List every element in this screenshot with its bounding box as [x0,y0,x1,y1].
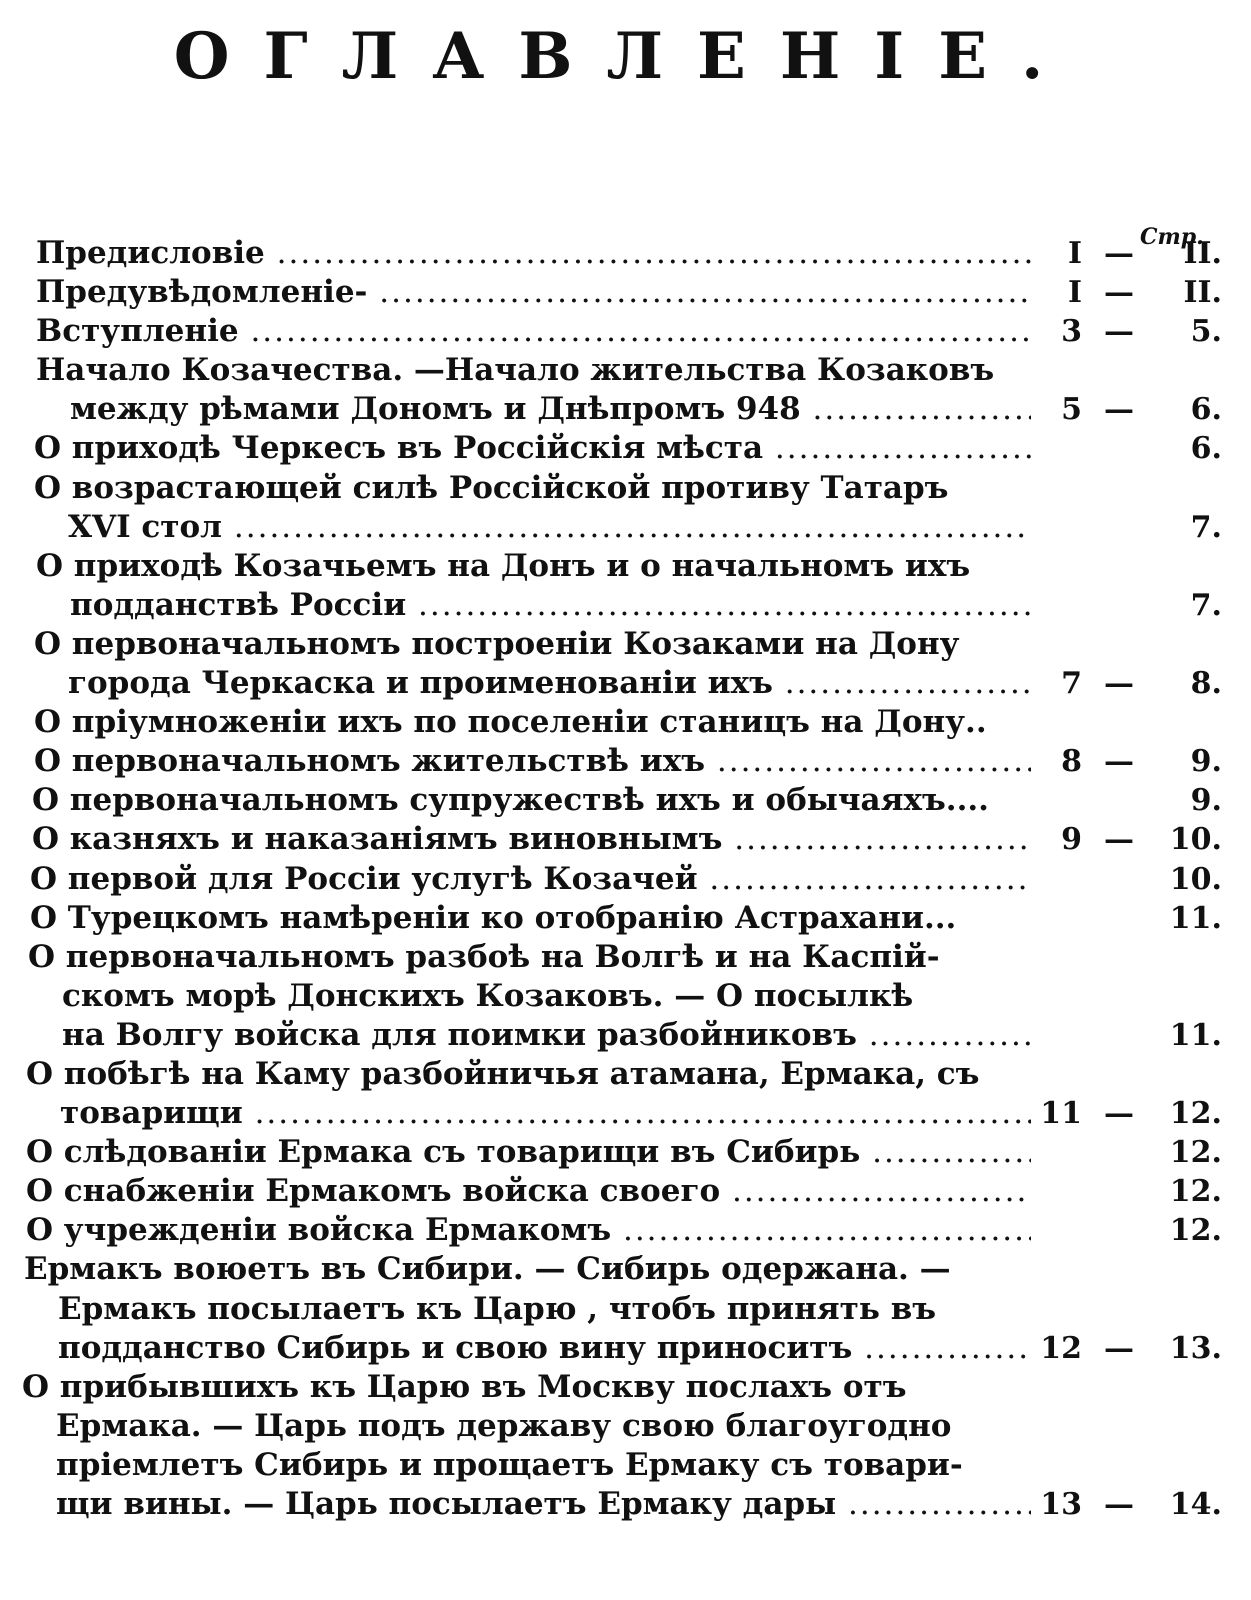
toc-entry-line [0,390,1251,429]
toc-entry [0,899,1251,938]
toc-entry-text: на Волгу войска для поимки разбойниковъ ..... [62,1016,1031,1055]
toc-entry [0,1368,1251,1524]
toc-entry-line [0,860,1251,899]
toc-entry [0,1211,1251,1250]
toc-entry [0,703,1251,742]
toc-page-range [1030,1172,1230,1211]
toc-entry-text: О первоначальномъ жительствѣ ихъ ..... [34,742,1031,781]
toc-entry-text: О казняхъ и наказаніямъ виновнымъ ..... [32,820,1031,859]
page-to: 12. [1169,1174,1222,1210]
toc-entry-line [0,703,1251,742]
toc-entry-text: подданство Сибирь и свою вину приноситъ ..... [58,1329,1031,1368]
toc-entry-line [0,1250,1251,1289]
toc-entry [0,1250,1251,1367]
toc-entry-text: О первоначальномъ построеніи Козаками на Дону [34,625,960,662]
toc-entry [0,820,1251,859]
page-to: 12. [1169,1135,1222,1171]
page-dash: — [1104,1330,1134,1366]
toc-page-range [1030,860,1230,899]
page-to: 10. [1169,861,1222,897]
toc-entry-line [0,1055,1251,1094]
toc-entry [0,742,1251,781]
page-to: 14. [1169,1487,1222,1522]
toc-entry-text: О снабженіи Ермакомъ войска своего ..... [26,1172,1031,1211]
page-to: 7. [1190,509,1222,545]
toc-entry [0,273,1251,312]
toc-entry-text: О первоначальномъ супружествѣ ихъ и обычаяхъ.... [32,782,989,819]
toc-entry-line [0,429,1251,468]
toc-entry-text: Ермакъ посылаетъ къ Царю , чтобъ принять въ [58,1290,937,1327]
page-from: 12 [1040,1330,1082,1366]
toc-entry-text: Предисловіе ..... [36,234,1031,273]
toc-page-range [1030,1329,1230,1368]
toc-entry-text: О прибывшихъ къ Царю въ Москву послахъ отъ [22,1368,907,1405]
toc-entry-line [0,781,1251,820]
toc-entry-text: О побѣгѣ на Каму разбойничья атамана, Ермака, съ [26,1055,980,1092]
toc-entry-text: О первой для Россіи услугѣ Козачей ..... [30,860,1031,899]
toc-entry-text: щи вины. — Царь посылаетъ Ермаку дары ..... [56,1485,1031,1524]
toc-entry-text: О первоначальномъ разбоѣ на Волгѣ и на Каспій- [28,938,940,975]
toc-entry [0,312,1251,351]
page-dash: — [1104,666,1134,702]
toc-entry-line [0,977,1251,1016]
toc-page-range [1030,1211,1230,1250]
toc-entry-line [0,1016,1251,1055]
toc-entry-line [0,469,1251,508]
toc-page-range [1030,429,1230,468]
toc-page-range [1030,1485,1230,1524]
toc-page-range [1030,1016,1230,1055]
page-to: 11. [1169,1017,1222,1053]
toc-entry-line [0,1329,1251,1368]
toc-entry-text: О пріумноженіи ихъ по поселеніи станицъ на Дону.. [34,704,987,741]
page-to: II. [1183,236,1222,271]
toc-entry-line [0,1446,1251,1485]
page-to: 11. [1169,900,1222,936]
toc-entry [0,1055,1251,1133]
toc-entry-text: Вступленіе ..... [36,312,1031,351]
toc-entry-text: товарищи ..... [60,1094,1031,1133]
toc-page-range [1030,508,1230,547]
toc-entry [0,469,1251,547]
toc-entry-text: Предувѣдомленіе- ..... [36,273,1031,312]
toc-entry [0,351,1251,429]
toc-entry-line [0,1290,1251,1329]
page-from: I [1067,236,1082,271]
toc-entry-line [0,234,1251,273]
toc-entry-text: О Турецкомъ намѣреніи ко отобранію Астрахани... [30,899,957,936]
page-title: ОГЛАВЛЕНIЕ. [173,19,1078,94]
toc-entry-line [0,1368,1251,1407]
page-to: 7. [1190,587,1222,623]
toc-entry-text: XVI стол ..... [68,508,1031,547]
page-dash: — [1104,1487,1134,1522]
page-to: 6. [1190,431,1222,467]
page-from: 5 [1061,392,1082,428]
table-of-contents [0,234,1251,1524]
page-dash: — [1104,744,1134,780]
page-to: 10. [1169,822,1222,858]
toc-entry [0,1172,1251,1211]
toc-entry [0,860,1251,899]
toc-entry-line [0,508,1251,547]
toc-entry-text: Ермака. — Царь подъ державу свою благоугодно [56,1407,952,1444]
toc-entry-text: О учрежденіи войска Ермакомъ ..... [26,1211,1031,1250]
page-dash: — [1104,392,1134,428]
toc-entry-text: подданствѣ Россіи ..... [70,586,1031,625]
toc-entry [0,547,1251,625]
toc-entry-text: О слѣдованіи Ермака съ товарищи въ Сибирь ..... [26,1133,1031,1172]
toc-entry-line [0,899,1251,938]
toc-entry-line [0,664,1251,703]
toc-entry-text: пріемлетъ Сибирь и прощаетъ Ермаку съ товари- [56,1446,963,1483]
toc-entry [0,234,1251,273]
page-dash: — [1104,1096,1134,1132]
page-to: 9. [1190,783,1222,819]
toc-page-range [1030,742,1230,781]
page-from: 11 [1040,1096,1082,1132]
toc-entry-text: О приходѣ Черкесъ въ Россійскія мѣста ..... [34,429,1031,468]
page-to: 6. [1190,392,1222,428]
toc-entry-line [0,1094,1251,1133]
toc-page-range [1030,703,1230,742]
toc-entry-text: Начало Козачества. —Начало жительства Козаковъ [36,352,995,389]
page-from: 13 [1040,1487,1082,1522]
page-from: I [1067,275,1082,311]
toc-entry-text: Ермакъ воюетъ въ Сибири. — Сибирь одержана. — [24,1251,951,1288]
page-to: 8. [1190,666,1222,702]
toc-entry-line [0,351,1251,390]
toc-page-range [1030,273,1230,312]
toc-entry-line [0,742,1251,781]
page-to: 5. [1190,314,1222,350]
page-to: 12. [1169,1096,1222,1132]
page-from: 9 [1061,822,1082,858]
toc-entry-line [0,938,1251,977]
toc-entry [0,625,1251,703]
toc-page-range [1030,664,1230,703]
toc-page-range [1030,586,1230,625]
toc-page-range [1030,234,1230,273]
toc-page-range [1030,899,1230,938]
toc-page-range [1030,1094,1230,1133]
toc-entry [0,429,1251,468]
toc-page-range [1030,390,1230,429]
page-from: 7 [1061,666,1082,702]
toc-entry-line [0,1407,1251,1446]
page-to: II. [1183,275,1222,311]
toc-entry-line [0,1172,1251,1211]
toc-entry-line [0,1485,1251,1524]
toc-entry-line [0,625,1251,664]
page-dash: — [1104,236,1134,271]
page-to: 9. [1190,744,1222,780]
toc-page-range [1030,781,1230,820]
toc-page-range [1030,820,1230,859]
toc-entry-line [0,312,1251,351]
page-dash: — [1104,275,1134,311]
toc-entry-text: между рѣмами Дономъ и Днѣпромъ 948 ..... [70,390,1031,429]
page-dash: — [1104,314,1134,350]
toc-entry-text: скомъ морѣ Донскихъ Козаковъ. — О посылкѣ [62,977,914,1014]
toc-entry-line [0,547,1251,586]
page-column-header: Стр. [1140,224,1204,250]
toc-entry-text: О возрастающей силѣ Россійской противу Татаръ [34,469,949,506]
toc-entry-line [0,273,1251,312]
page-dash: — [1104,822,1134,858]
toc-entry [0,781,1251,820]
toc-entry-line [0,1211,1251,1250]
toc-page-range [1030,312,1230,351]
toc-entry-text: О приходѣ Козачьемъ на Донъ и о начальномъ ихъ [36,547,971,584]
page-from: 8 [1061,744,1082,780]
page-to: 13. [1169,1330,1222,1366]
toc-entry-line [0,586,1251,625]
toc-entry-line [0,820,1251,859]
toc-entry-text: города Черкаска и проименованіи ихъ ..... [68,664,1031,703]
page-from: 3 [1061,314,1082,350]
toc-page-range [1030,1133,1230,1172]
toc-entry-line [0,1133,1251,1172]
toc-entry [0,938,1251,1055]
toc-entry [0,1133,1251,1172]
page-to: 12. [1169,1213,1222,1249]
